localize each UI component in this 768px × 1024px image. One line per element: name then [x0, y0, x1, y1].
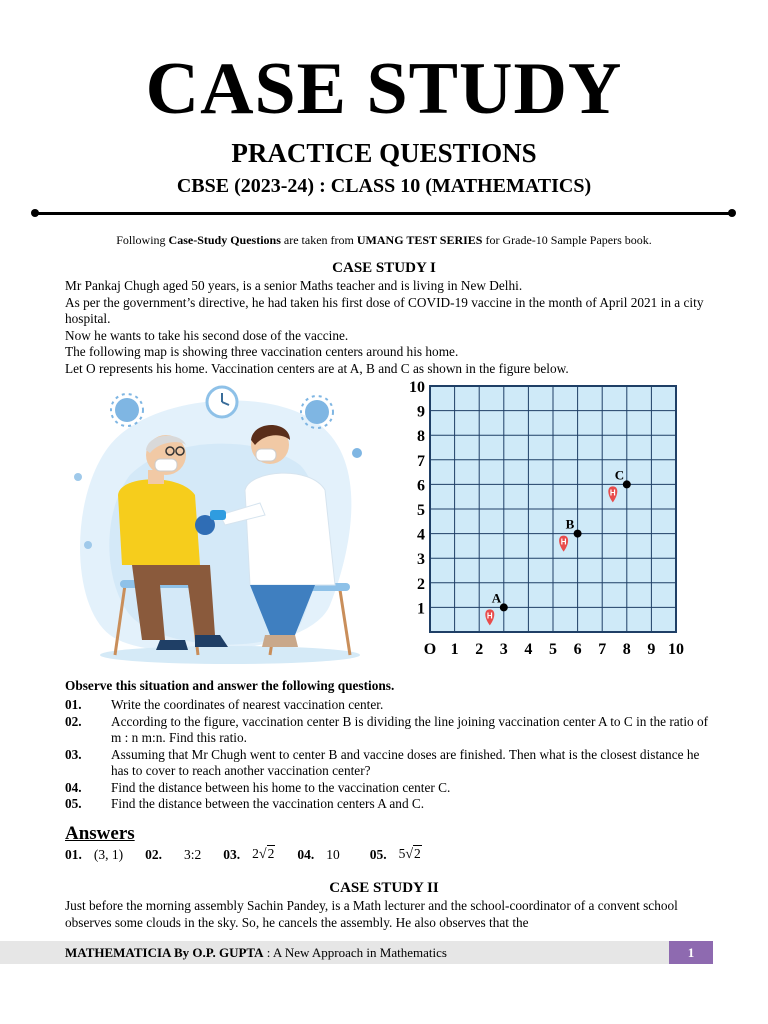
- hospital-marker-letter: H: [609, 488, 616, 498]
- case-line: The following map is showing three vaccination centers around his home.: [65, 344, 459, 359]
- x-tick-label: 8: [622, 641, 631, 658]
- x-tick-label: O: [423, 641, 437, 658]
- virus-icon: [111, 394, 143, 426]
- point-label: C: [614, 467, 625, 483]
- vaccination-center-point: [574, 530, 582, 538]
- answer-value: 10: [326, 846, 340, 862]
- coordinate-grid-figure: [398, 379, 708, 675]
- question-item: 05. Find the distance between the vaccination centers A and C.: [65, 796, 425, 811]
- case-study-2-text: Just before the morning assembly Sachin Pandey, is a Math lecturer and the school-coordinator of a convent school observes some clouds in the sky. So, he cancels the assembly. He also observes that the: [65, 898, 678, 930]
- answer-number: 03.: [223, 846, 241, 862]
- intro-line: Following Case-Study Questions are taken from UMANG TEST SERIES for Grade-10 Sample Papers book.: [116, 233, 652, 247]
- x-tick-label: 9: [647, 641, 656, 658]
- answer-value: 5√2: [398, 846, 421, 862]
- answer-value: (3, 1): [93, 846, 124, 862]
- x-tick-label: 1: [450, 641, 459, 658]
- virus-icon: [301, 396, 333, 428]
- case-line: As per the government’s directive, he had taken his first dose of COVID-19 vaccine in the month of April 2021 in a city hospital.: [65, 294, 704, 326]
- question-item: 01. Write the coordinates of nearest vaccination center.: [65, 697, 384, 712]
- question-item: 03. Assuming that Mr Chugh went to center B and vaccine doses are finished. Then what is the closest distance he has to cover to reach another vaccination center?: [65, 746, 700, 778]
- page-subtitle: PRACTICE QUESTIONS: [231, 138, 537, 168]
- case-study-2-title: CASE STUDY II: [329, 880, 439, 896]
- point-label: A: [491, 590, 502, 606]
- answers-row: [65, 846, 444, 863]
- case-study-1-title: CASE STUDY I: [332, 260, 436, 276]
- divider-dot-right: [728, 209, 736, 217]
- y-tick-label: 9: [417, 403, 425, 421]
- footer-text: MATHEMATICIA By O.P. GUPTA : A New Approach in Mathematics: [65, 945, 447, 960]
- case-study-1-text: [65, 278, 715, 377]
- y-tick-label: 1: [417, 600, 425, 618]
- x-tick-label: 3: [499, 641, 508, 658]
- answer-number: 05.: [369, 846, 387, 862]
- y-tick-label: 8: [417, 428, 425, 446]
- virus-icon: [352, 448, 362, 458]
- y-tick-label: 4: [417, 526, 425, 544]
- y-tick-label: 6: [417, 477, 425, 495]
- y-tick-label: 3: [417, 551, 425, 569]
- x-tick-label: 2: [475, 641, 484, 658]
- board-class-heading: CBSE (2023-24) : CLASS 10 (MATHEMATICS): [176, 175, 592, 197]
- observe-instruction: Observe this situation and answer the following questions.: [65, 678, 395, 693]
- vaccination-illustration: [70, 385, 370, 670]
- answer-number: 02.: [145, 846, 162, 862]
- answer-value: 2√2: [252, 846, 275, 862]
- x-tick-label: 10: [668, 641, 684, 658]
- point-label: B: [565, 516, 575, 532]
- y-tick-label: 5: [417, 502, 425, 519]
- answer-value: 3:2: [184, 846, 202, 862]
- answer-number: 04.: [297, 846, 315, 862]
- x-tick-label: 6: [573, 641, 582, 658]
- divider-dot-left: [31, 209, 39, 217]
- answers-heading: Answers: [65, 823, 135, 844]
- x-tick-label: 4: [524, 641, 533, 658]
- virus-icon: [84, 541, 92, 549]
- y-tick-label: 2: [417, 575, 425, 593]
- virus-icon: [74, 473, 82, 481]
- y-tick-label: 10: [409, 379, 425, 396]
- case-line: Let O represents his home. Vaccination centers are at A, B and C as shown in the figure below.: [65, 360, 569, 376]
- answer-number: 01.: [65, 846, 82, 862]
- question-list: [65, 697, 715, 813]
- x-tick-label: 7: [598, 641, 607, 658]
- question-item: 02. According to the figure, vaccination center B is dividing the line joining vaccination center A to C in the ratio of m : n m:n. Find this ratio.: [65, 713, 709, 745]
- case-line: Mr Pankaj Chugh aged 50 years, is a senior Maths teacher and is living in New Delhi.: [65, 278, 523, 293]
- case-line: Now he wants to take his second dose of the vaccine.: [65, 327, 349, 343]
- hospital-marker-letter: H: [560, 537, 567, 547]
- x-tick-label: 5: [549, 641, 557, 658]
- y-tick-label: 7: [417, 452, 425, 470]
- question-item: 04. Find the distance between his home to the vaccination center C.: [65, 779, 451, 795]
- page-number: 1: [669, 941, 713, 964]
- header-divider: [36, 212, 732, 215]
- page-title: CASE STUDY: [145, 48, 623, 130]
- hospital-marker-letter: H: [486, 611, 493, 621]
- clock-icon: [207, 387, 237, 417]
